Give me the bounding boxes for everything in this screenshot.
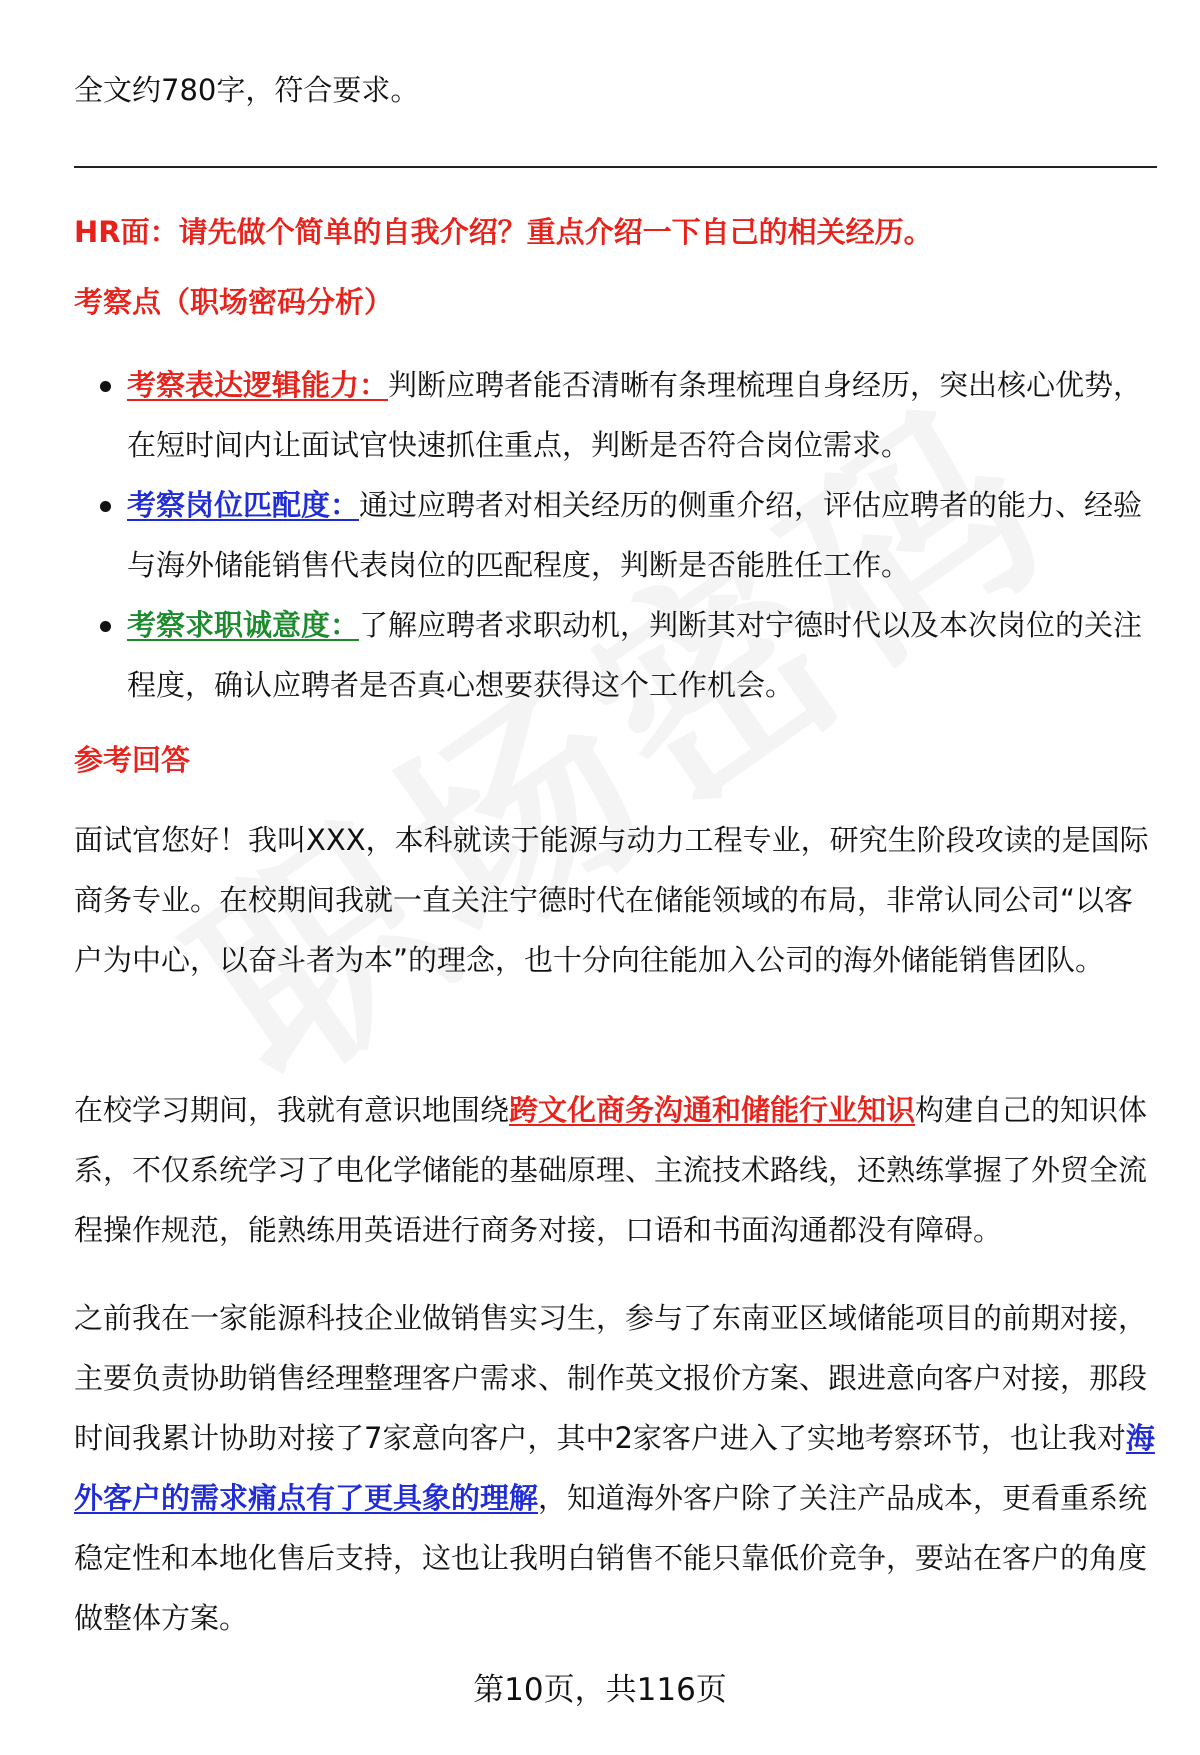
assessment-points-list [74, 355, 1159, 715]
highlight-text: 海外客户的需求痛点有了更具象的理解 [74, 1421, 1155, 1515]
assessment-point [74, 595, 1159, 715]
interview-question: HR面：请先做个简单的自我介绍？重点介绍一下自己的相关经历。 [74, 215, 933, 249]
answer-paragraph-2 [74, 1080, 1159, 1260]
paragraph-text: ，知道海外客户除了关注产品成本，更看重系统稳定性和本地化售后支持，这也让我明白销售不能只靠低价竞争，要站在客户的角度做整体方案。 [74, 1481, 1148, 1635]
bullet-icon [100, 501, 111, 512]
highlight-text: 跨文化商务沟通和储能行业知识 [509, 1093, 916, 1127]
paragraph-text: 之前我在一家能源科技企业做销售实习生，参与了东南亚区域储能项目的前期对接，主要负责协助销售经理整理客户需求、制作英文报价方案、跟进意向客户对接，那段时间我累计协助对接了7家意向客户，其中2家客户进入了实地考察环节，也让我对 [74, 1301, 1148, 1455]
point-tag: 考察表达逻辑能力： [127, 368, 389, 402]
divider [74, 166, 1157, 168]
answer-paragraph-3 [74, 1288, 1159, 1648]
point-tag: 考察岗位匹配度： [127, 488, 360, 522]
assessment-point [74, 355, 1159, 475]
reference-heading: 参考回答 [74, 743, 191, 777]
paragraph-text: 在校学习期间，我就有意识地围绕 [74, 1093, 510, 1127]
point-tag: 考察求职诚意度： [127, 608, 360, 642]
assessment-point [74, 475, 1159, 595]
answer-paragraph-1: 面试官您好！我叫XXX，本科就读于能源与动力工程专业，研究生阶段攻读的是国际商务专业。在校期间我就一直关注宁德时代在储能领域的布局，非常认同公司“以客户为中心，以奋斗者为本”的理念，也十分向往能加入公司的海外储能销售团队。 [74, 823, 1149, 977]
point-text: 通过应聘者对相关经历的侧重介绍，评估应聘者的能力、经验与海外储能销售代表岗位的匹配程度，判断是否能胜任工作。 [127, 488, 1143, 582]
intro-text: 全文约780字，符合要求。 [74, 73, 420, 107]
bullet-icon [100, 381, 111, 392]
point-text: 了解应聘者求职动机，判断其对宁德时代以及本次岗位的关注程度，确认应聘者是否真心想要获得这个工作机会。 [127, 608, 1143, 702]
paragraph-text: 构建自己的知识体系，不仅系统学习了电化学储能的基础原理、主流技术路线，还熟练掌握了外贸全流程操作规范，能熟练用英语进行商务对接，口语和书面沟通都没有障碍。 [74, 1093, 1148, 1247]
assessment-heading: 考察点（职场密码分析） [74, 285, 394, 319]
point-text: 判断应聘者能否清晰有条理梳理自身经历，突出核心优势，在短时间内让面试官快速抓住重点，判断是否符合岗位需求。 [127, 368, 1143, 462]
page-number: 第10页，共116页 [473, 1672, 727, 1708]
bullet-icon [100, 621, 111, 632]
